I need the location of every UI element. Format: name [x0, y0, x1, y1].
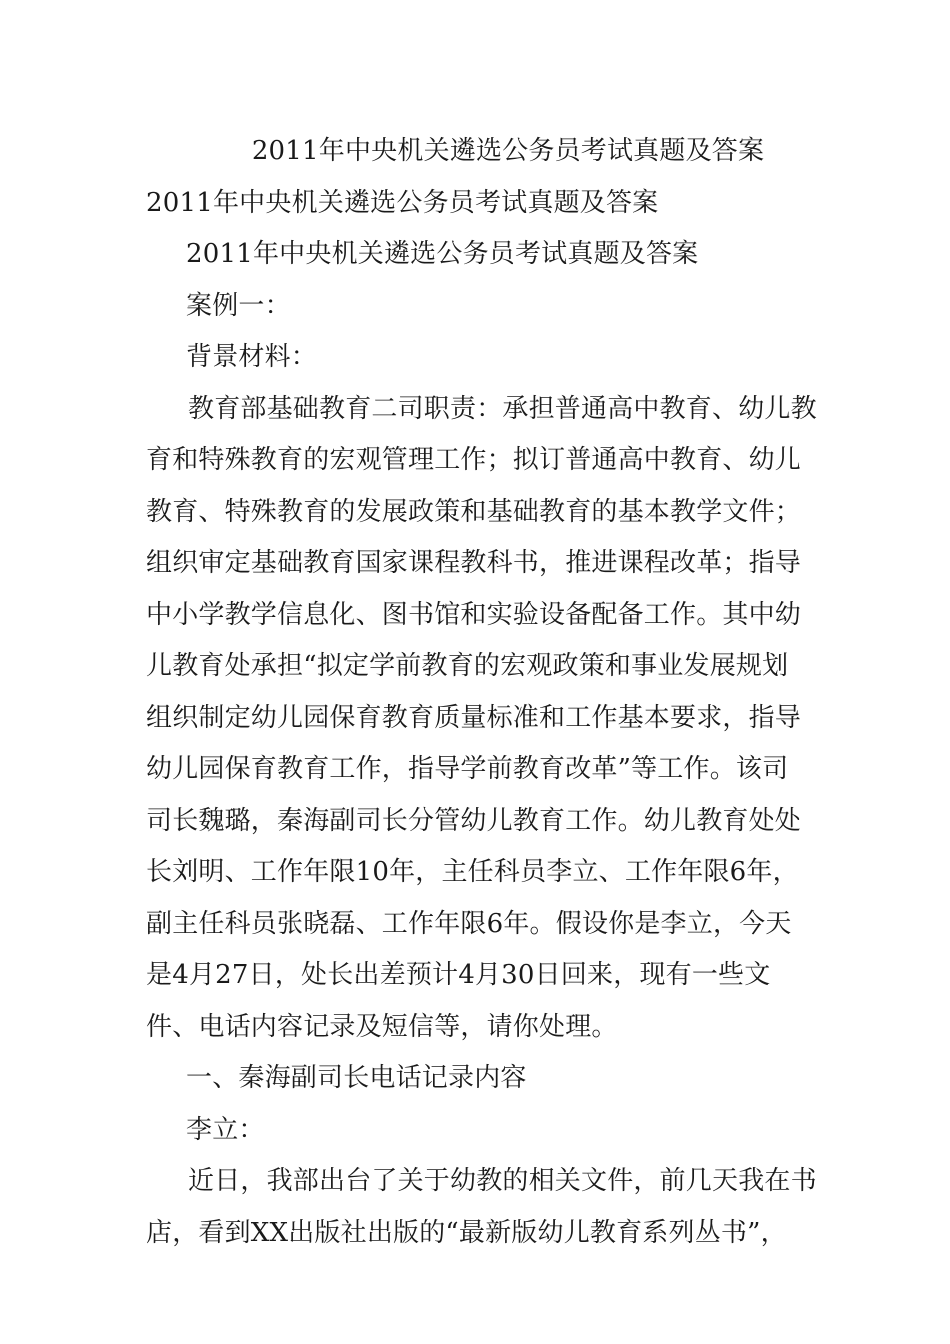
case-label: 案例一：: [186, 290, 291, 321]
paragraph-line: 教育、特殊教育的发展政策和基础教育的基本教学文件；: [146, 496, 802, 527]
paragraph-line: 近日，我部出台了关于幼教的相关文件，前几天我在书: [188, 1166, 817, 1196]
addressee: 李立：: [186, 1114, 265, 1145]
paragraph-line: 组织审定基础教育国家课程教科书，推进课程改革；指导: [146, 548, 802, 578]
paragraph-line: 副主任科员张晓磊、工作年限6年。假设你是李立，今天: [146, 908, 792, 939]
paragraph-line: 中小学教学信息化、图书馆和实验设备配备工作。其中幼: [146, 599, 802, 630]
paragraph-line: 是4月27日，处长出差预计4月30日回来，现有一些文: [146, 960, 771, 990]
background-label: 背景材料：: [186, 342, 318, 372]
paragraph-line: 教育部基础教育二司职责：承担普通高中教育、幼儿教: [188, 393, 817, 424]
paragraph-line: 组织制定幼儿园保育教育质量标准和工作基本要求，指导: [146, 702, 802, 733]
paragraph-line: 儿教育处承担“拟定学前教育的宏观政策和事业发展规划: [146, 651, 789, 681]
document-body: [146, 126, 817, 1259]
paragraph-line: 店，看到XX出版社出版的“最新版幼儿教育系列丛书”，: [146, 1217, 787, 1248]
paragraph-line: 幼儿园保育教育工作，指导学前教育改革”等工作。该司: [146, 754, 789, 784]
repeated-title-2: 2011年中央机关遴选公务员考试真题及答案: [186, 239, 699, 269]
paragraph-phone-record: [146, 1156, 817, 1259]
repeated-title-1: 2011年中央机关遴选公务员考试真题及答案: [146, 187, 659, 218]
paragraph-responsibilities: [146, 384, 817, 1054]
paragraph-line: 育和特殊教育的宏观管理工作；拟订普通高中教育、幼儿: [146, 445, 802, 475]
paragraph-line: 件、电话内容记录及短信等，请你处理。: [146, 1011, 618, 1042]
section-heading: 一、秦海副司长电话记录内容: [186, 1063, 527, 1093]
paragraph-line: 司长魏璐，秦海副司长分管幼儿教育工作。幼儿教育处处: [146, 805, 802, 836]
main-title: 2011年中央机关遴选公务员考试真题及答案: [251, 136, 765, 166]
paragraph-line: 长刘明、工作年限10年，主任科员李立、工作年限6年，: [146, 857, 799, 887]
